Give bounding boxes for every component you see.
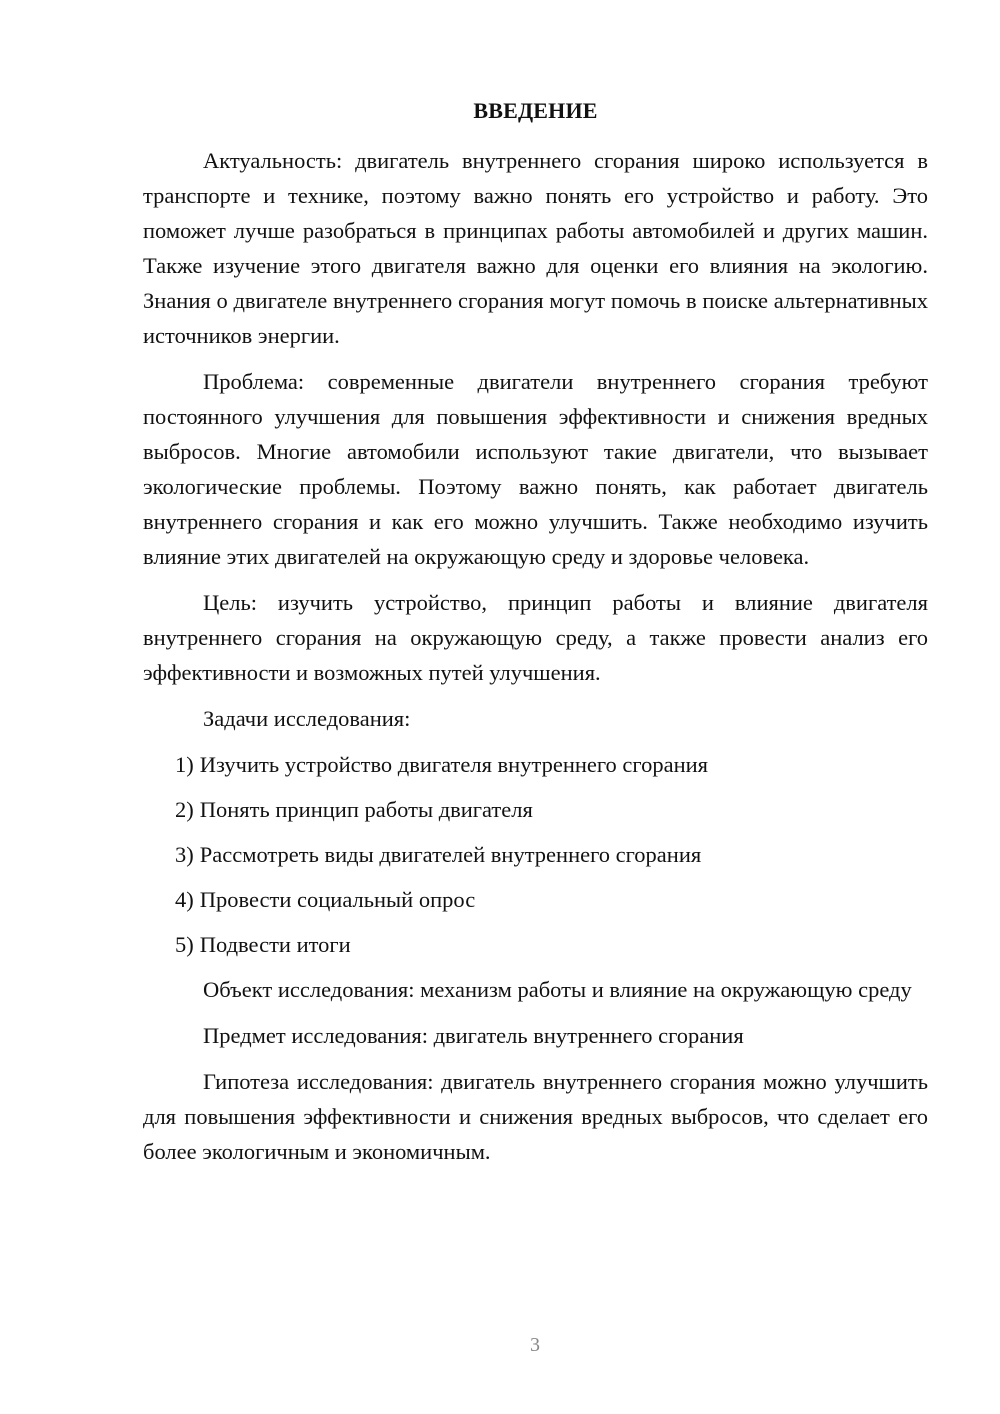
paragraph-object: Объект исследования: механизм работы и влияние на окружающую среду (203, 977, 912, 1002)
tasks-heading: Задачи исследования: (203, 706, 411, 731)
document-body (143, 143, 928, 1180)
paragraph-goal: Цель: изучить устройство, принцип работы и влияние двигателя внутреннего сгорания на окружающую среду, а также провести анализ его эффективности и возможных путей улучшения. (143, 590, 928, 685)
page-title: ВВЕДЕНИЕ (473, 98, 598, 123)
list-item-number: 5) (175, 932, 194, 957)
list-item-number: 4) (175, 887, 194, 912)
list-item-number: 2) (175, 797, 194, 822)
list-item (175, 747, 928, 782)
list-item (175, 837, 928, 872)
paragraph-subject: Предмет исследования: двигатель внутреннего сгорания (203, 1023, 744, 1048)
list-item-text: Понять принцип работы двигателя (199, 797, 533, 822)
list-item (175, 927, 928, 962)
list-item-text: Рассмотреть виды двигателей внутреннего сгорания (199, 842, 702, 867)
list-item-number: 1) (175, 752, 194, 777)
list-item (175, 882, 928, 917)
list-item (175, 792, 928, 827)
paragraph-problem: Проблема: современные двигатели внутреннего сгорания требуют постоянного улучшения для повышения эффективности и снижения вредных выбросов. Многие автомобили используют такие двигатели, что вызывает экологические проблемы. Поэтому важно понять, как работает двигатель внутреннего сгорания и как его можно улучшить. Также необходимо изучить влияние этих двигателей на окружающую среду и здоровье человека. (143, 369, 928, 569)
list-item-text: Подвести итоги (199, 932, 351, 957)
paragraph-relevance: Актуальность: двигатель внутреннего сгорания широко используется в транспорте и технике, поэтому важно понять его устройство и работу. Это поможет лучше разобраться в принципах работы автомобилей и других машин. Также изучение этого двигателя важно для оценки его влияния на экологию. Знания о двигателе внутреннего сгорания могут помочь в поиске альтернативных источников энергии. (143, 148, 928, 348)
paragraph-hypothesis: Гипотеза исследования: двигатель внутреннего сгорания можно улучшить для повышения эффективности и снижения вредных выбросов, что сделает его более экологичным и экономичным. (143, 1069, 928, 1164)
page-number: 3 (530, 1334, 540, 1356)
list-item-number: 3) (175, 842, 194, 867)
list-item-text: Провести социальный опрос (199, 887, 476, 912)
list-item-text: Изучить устройство двигателя внутреннего сгорания (199, 752, 708, 777)
task-list (143, 747, 928, 962)
